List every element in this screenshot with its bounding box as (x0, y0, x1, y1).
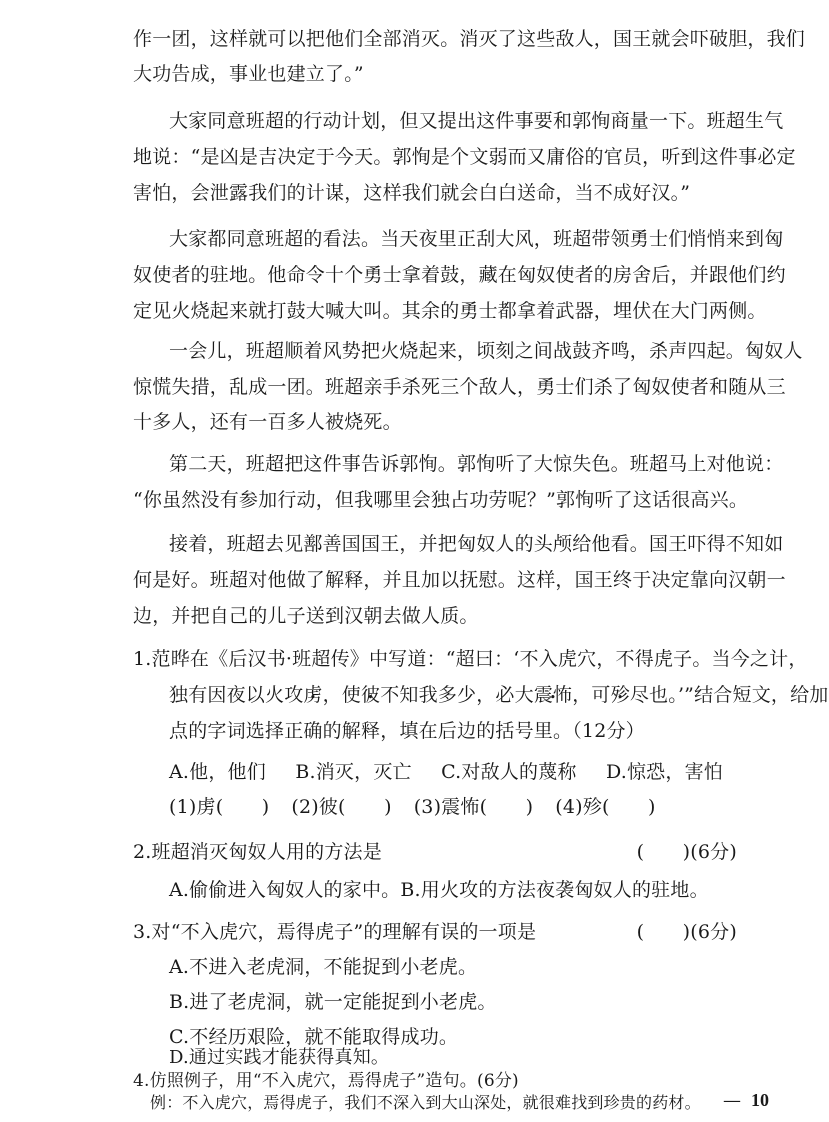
option-a: A.不进入老虎洞，不能捉到小老虎。 (169, 956, 478, 978)
passage-line: 地说：“是凶是吉决定于今天。郭恂是个文弱而又庸俗的官员，听到这件事必定 (133, 146, 796, 168)
dotted-word: 彼 • (361, 684, 380, 706)
passage-line: 奴使者的驻地。他命令十个勇士拿着鼓，藏在匈奴使者的房舍后，并跟他们约 (133, 264, 786, 286)
answer-blank[interactable]: (2)彼( ) (291, 796, 392, 818)
option-d: D.通过实践才能获得真知。 (169, 1047, 390, 1068)
passage-line: 接着，班超去见鄯善国国王，并把匈奴人的头颅给他看。国王吓得不知如 (169, 533, 784, 555)
passage-line: 定见火烧起来就打鼓大喊大叫。其余的勇士都拿着武器，埋伏在大门两侧。 (133, 300, 767, 322)
passage-line: 一会儿，班超顺着风势把火烧起来，顷刻之间战鼓齐鸣，杀声四起。匈奴人 (169, 340, 803, 362)
passage-line: 害怕，会泄露我们的计谋，这样我们就会白白送命，当不成好汉。” (133, 182, 691, 204)
option-b: B.用火攻的方法夜袭匈奴人的驻地。 (400, 879, 709, 901)
dotted-word: 震怖 • (534, 684, 572, 706)
option-c: C.不经历艰险，就不能取得成功。 (169, 1026, 459, 1048)
passage-line: 大功告成，事业也建立了。” (133, 63, 364, 85)
question-1-stem-line3: 点的字词选择正确的解释，填在后边的括号里。（12分） (169, 720, 645, 742)
option-d: D.惊恐，害怕 (605, 761, 723, 783)
option-b: B.进了老虎洞，就一定能捉到小老虎。 (169, 991, 497, 1013)
passage-line: 大家同意班超的行动计划，但又提出这件事要和郭恂商量一下。班超生气 (169, 110, 784, 132)
option-a: A.偷偷进入匈奴人的家中。 (169, 879, 401, 901)
answer-blank[interactable]: (1)虏( ) (169, 796, 270, 818)
question-4-stem: 4.仿照例子，用“不入虎穴，焉得虎子”造句。(6分) (133, 1071, 519, 1091)
question-2 (133, 835, 737, 869)
answer-blank[interactable]: (3)震怖( ) (413, 796, 534, 818)
dotted-word: 虏 • (303, 684, 322, 706)
question-1-options (169, 755, 723, 789)
question-1-blanks (169, 790, 737, 824)
answer-blank[interactable]: ( )(6分) (636, 921, 737, 943)
question-4-example: 例：不入虎穴，焉得虎子，我们不深入到大山深处，就很难找到珍贵的药材。 (150, 1093, 701, 1112)
option-c: C.对敌人的蔑称 (441, 761, 577, 783)
passage-line: 十多人，还有一百多人被烧死。 (133, 411, 402, 433)
passage-line: 何是好。班超对他做了解释，并且加以抚慰。这样，国王终于决定靠向汉朝一 (133, 569, 786, 591)
passage-line: 边，并把自己的儿子送到汉朝去做人质。 (133, 605, 479, 627)
passage-line: “你虽然没有参加行动，但我哪里会独占功劳呢？”郭恂听了这话很高兴。 (133, 489, 749, 511)
question-3 (133, 915, 737, 949)
question-2-options (169, 873, 709, 907)
passage-line: 作一团，这样就可以把他们全部消灭。消灭了这些敌人，国王就会吓破胆，我们 (133, 28, 806, 50)
question-1-stem-line2 (169, 678, 829, 712)
page-number: 10 (751, 1090, 769, 1110)
text-segment: 尽也。’”结合短文，给加 (629, 684, 829, 706)
question-2-stem: 2.班超消灭匈奴人用的方法是 (133, 841, 382, 863)
text-segment: ，可 (572, 684, 611, 706)
text-segment: ，使 (322, 684, 362, 706)
text-segment: 不知我多少，必大 (380, 684, 534, 706)
footer-dash: — (723, 1090, 741, 1111)
question-3-stem: 3.对“不入虎穴，焉得虎子”的理解有误的一项是 (133, 921, 537, 943)
option-b: B.消灭，灭亡 (295, 761, 412, 783)
answer-blank[interactable]: (4)殄( ) (555, 796, 656, 818)
passage-line: 大家都同意班超的看法。当天夜里正刮大风，班超带领勇士们悄悄来到匈 (169, 228, 784, 250)
question-1-stem: 1.范晔在《后汉书·班超传》中写道：“超曰：‘不入虎穴，不得虎子。当今之计， (133, 648, 808, 670)
option-a: A.他，他们 (169, 761, 266, 783)
answer-blank[interactable]: ( )(6分) (636, 841, 737, 863)
passage-line: 第二天，班超把这件事告诉郭恂。郭恂听了大惊失色。班超马上对他说： (169, 453, 784, 475)
passage-line: 惊慌失措，乱成一团。班超亲手杀死三个敌人，勇士们杀了匈奴使者和随从三 (133, 376, 786, 398)
text-segment: 独有因夜以火攻 (169, 684, 304, 706)
dotted-word: 殄 • (611, 684, 630, 706)
